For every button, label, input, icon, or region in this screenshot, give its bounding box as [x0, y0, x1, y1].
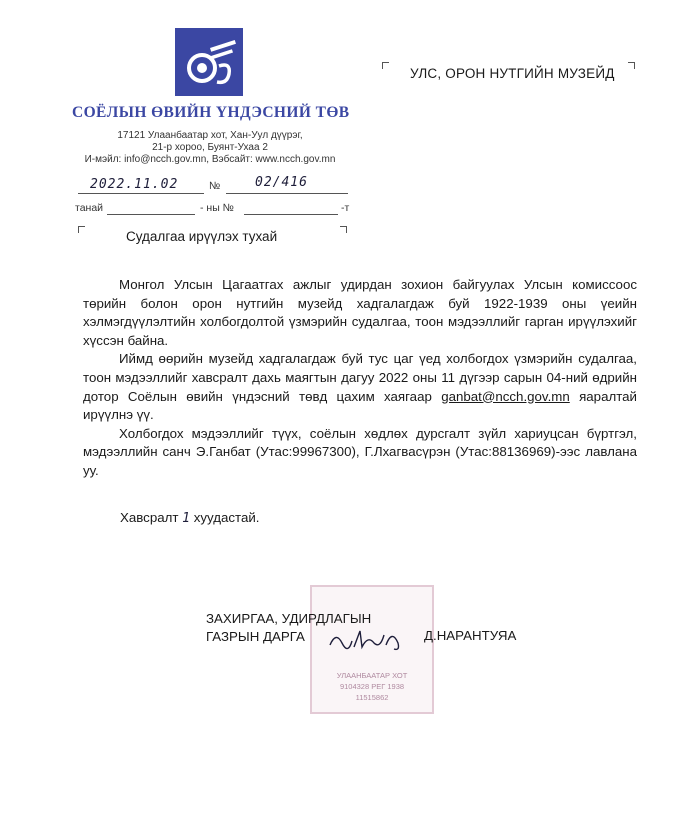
address-line-2: 21-р хороо, Буянт-Ухаа 2: [152, 142, 268, 153]
body-paragraph-3: Холбогдох мэдээллийг түүх, соёлын хөдлөх дурсгалт зүйл хариуцсан бүртгэл, мэдээллийн санч Э.Ганбат (Утас:99967300), Г.Лхагвасүрэн (Утас:88136969)-ээс лавлана уу.: [83, 425, 637, 478]
number-label: №: [209, 180, 221, 192]
signatory-title-line-2: ГАЗРЫН ДАРГА: [206, 629, 305, 644]
signatory-name: Д.НАРАНТУЯА: [424, 628, 517, 643]
body-paragraph-2: [83, 350, 637, 424]
ref-number-underline: [244, 214, 338, 215]
body-paragraph-1: Монгол Улсын Цагаатгах ажлыг удирдан зохион байгуулах Улсын комиссоос төрийн болон орон нутгийн музейд хадгалагдаж буй 1922-1939 оны үеийн хэлмэгдүүлэлтийн холбогдолтой үзмэрийн судалгаа, тоон мэдээллийг гарган ирүүлэхийг хүссэн байна.: [83, 277, 637, 348]
ref-mid: - ны №: [200, 202, 234, 214]
organization-logo: [175, 28, 243, 96]
body-paragraph-2-text: Иймд өөрийн музейд хадгалагдаж буй тус цаг үед холбогдох үзмэрийн судалгаа, тоон мэдээллийг хавсралт дахь маягтын дагуу 2022 оны 11 дүгээр сарын 04-ний өдрийн дотор Соёлын өвийн үндэсний төвд цахим хаягаар: [83, 351, 637, 404]
subject-line: Судалгаа ирүүлэх тухай: [126, 229, 278, 244]
attachment-suffix: хуудастай.: [193, 510, 260, 525]
addressee-corner-left: [382, 62, 389, 69]
attachment-prefix: Хавсралт: [120, 510, 179, 525]
attachment-count: 1: [182, 511, 190, 526]
addressee: УЛС, ОРОН НУТГИЙН МУЗЕЙД: [410, 66, 615, 81]
letter-body: [83, 276, 637, 481]
ref-suffix: -т: [341, 202, 350, 214]
addressee-corner-right: [628, 62, 635, 69]
ref-date-underline: [107, 214, 195, 215]
ref-prefix: танай: [75, 202, 104, 214]
contact-line: И-мэйл: info@ncch.gov.mn, Вэбсайт: www.ncch.gov.mn: [84, 154, 336, 165]
stamp-line-2: 9104328 РЕГ 1938: [339, 682, 405, 691]
stamp-line-1: УЛААНБААТАР ХОТ: [336, 671, 408, 680]
organization-name: СОЁЛЫН ӨВИЙН ҮНДЭСНИЙ ТӨВ: [72, 104, 350, 121]
address-line-1: 17121 Улаанбаатар хот, Хан-Уул дүүрэг,: [117, 130, 303, 141]
subject-corner-left: [78, 226, 85, 233]
subject-corner-right: [340, 226, 347, 233]
stamp-line-3: 11515862: [355, 693, 389, 702]
number-underline: [226, 193, 348, 194]
letter-number: 02/416: [255, 175, 308, 190]
letter-date: 2022.11.02: [90, 177, 179, 192]
body-paragraph-2-end: яаралтай ирүүлнэ үү.: [83, 388, 637, 423]
attachment-line: [120, 510, 259, 526]
logo-emblem-icon: [175, 28, 243, 96]
date-underline: [78, 193, 204, 194]
signatory-title-line-1: ЗАХИРГАА, УДИРДЛАГЫН: [206, 611, 372, 626]
contact-email-link[interactable]: ganbat@ncch.gov.mn: [441, 388, 570, 404]
handwritten-signature-icon: [326, 625, 406, 655]
